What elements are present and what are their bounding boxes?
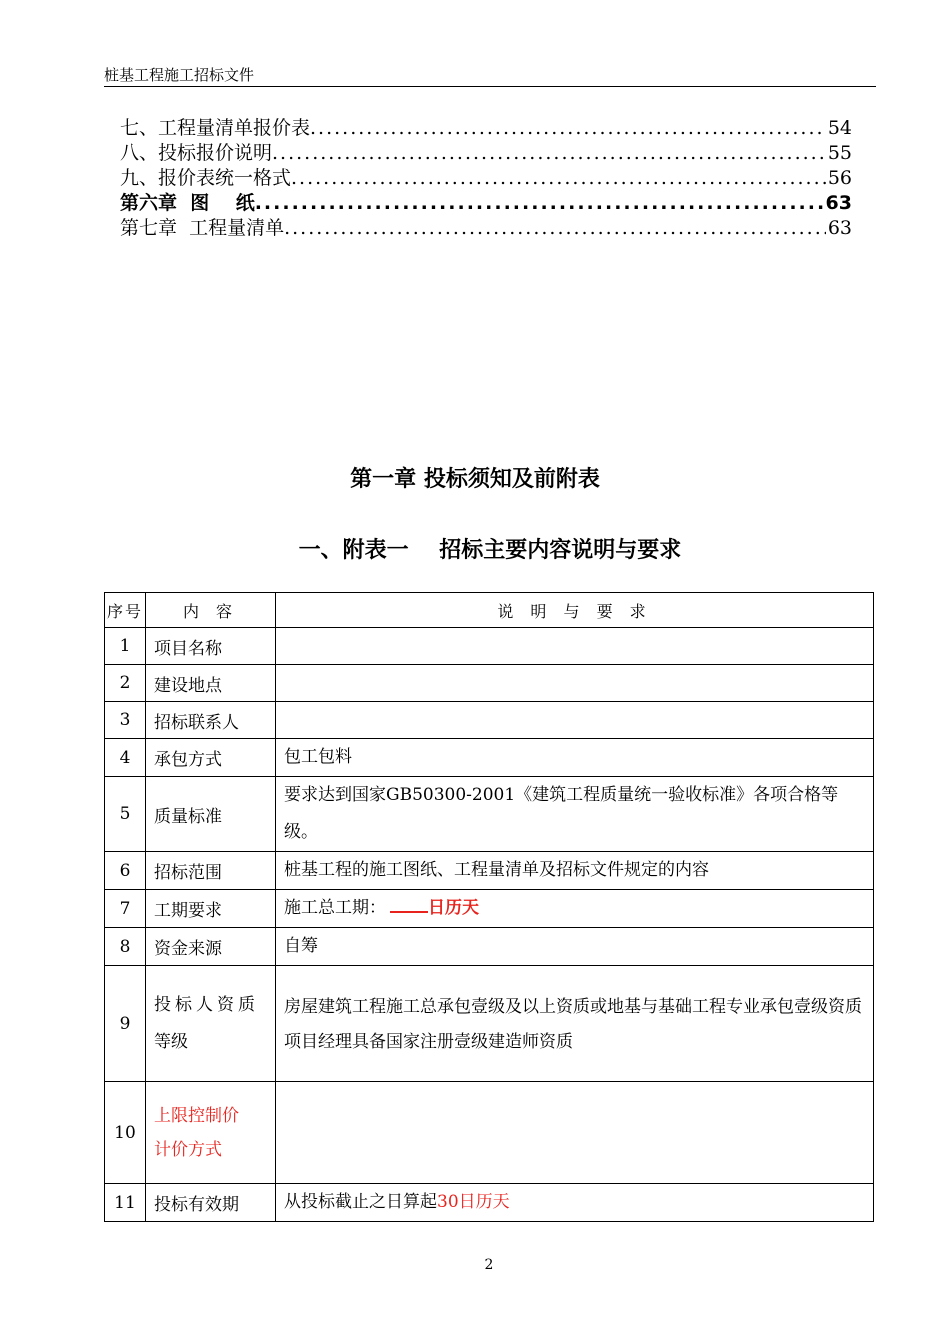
row-number: 6 [105, 852, 146, 890]
row-number: 1 [105, 628, 146, 665]
row-item: 投标有效期 [146, 1184, 276, 1222]
row-description [276, 1184, 874, 1222]
toc-entry[interactable] [120, 191, 852, 216]
row-number: 5 [105, 777, 146, 852]
row-description [276, 966, 874, 1082]
row-description [276, 628, 874, 665]
section-title: 一、附表一 招标主要内容说明与要求 [298, 538, 682, 563]
requirements-table [104, 592, 874, 1222]
table-row [105, 628, 874, 665]
row-item: 承包方式 [146, 739, 276, 777]
table-row [105, 852, 874, 890]
table-row [105, 928, 874, 966]
toc-entry-title: 第七章 工程量清单 [120, 217, 285, 239]
header-cell-number: 序号 [105, 593, 146, 628]
row-item [146, 1082, 276, 1184]
table-row [105, 702, 874, 739]
table-row [105, 1184, 874, 1222]
table-row [105, 890, 874, 928]
table-of-contents [120, 116, 852, 241]
row-description: 要求达到国家GB50300-2001《建筑工程质量统一验收标准》各项合格等级。 [276, 777, 874, 852]
document-header: 桩基工程施工招标文件 [104, 66, 255, 84]
row-number: 9 [105, 966, 146, 1082]
row-description: 桩基工程的施工图纸、工程量清单及招标文件规定的内容 [276, 852, 874, 890]
row-number: 11 [105, 1184, 146, 1222]
table-row [105, 1082, 874, 1184]
toc-entry-title: 八、投标报价说明 [120, 142, 273, 164]
toc-leader-dots [284, 216, 826, 241]
row-description [276, 1082, 874, 1184]
toc-leader-dots [272, 141, 826, 166]
row-description: 包工包料 [276, 739, 874, 777]
row-item-line: 计价方式 [154, 1139, 222, 1160]
row-number: 2 [105, 665, 146, 702]
table-row [105, 966, 874, 1082]
duration-blank [390, 893, 428, 913]
row-item: 质量标准 [146, 777, 276, 852]
toc-entry-title: 九、报价表统一格式 [120, 167, 292, 189]
duration-unit: 日历天 [428, 898, 479, 918]
toc-entry-page: 63 [825, 192, 852, 214]
table-row [105, 665, 874, 702]
row-item-line: 上限控制价 [154, 1105, 239, 1126]
toc-entry[interactable] [120, 166, 852, 191]
row-item-line: 等级 [154, 1031, 188, 1052]
row-number: 4 [105, 739, 146, 777]
toc-entry-page: 56 [827, 167, 852, 189]
toc-entry-title: 第六章 图 纸 [120, 192, 255, 214]
row-item: 项目名称 [146, 628, 276, 665]
toc-entry[interactable] [120, 216, 852, 241]
header-cell-item: 内 容 [146, 593, 276, 628]
header-cell-description: 说 明 与 要 求 [276, 593, 874, 628]
row-description [276, 702, 874, 739]
table-header-row [105, 593, 874, 628]
table-row [105, 739, 874, 777]
validity-label: 从投标截止之日算起 [284, 1192, 437, 1212]
row-item: 建设地点 [146, 665, 276, 702]
header-rule [104, 86, 876, 87]
row-item: 招标范围 [146, 852, 276, 890]
row-item: 招标联系人 [146, 702, 276, 739]
validity-period: 30日历天 [437, 1192, 510, 1212]
duration-label: 施工总工期： [284, 898, 386, 918]
row-description-line: 房屋建筑工程施工总承包壹级及以上资质或地基与基础工程专业承包壹级资质 [284, 997, 862, 1017]
toc-entry-page: 55 [827, 142, 852, 164]
toc-entry-title: 七、工程量清单报价表 [120, 117, 311, 139]
row-number: 7 [105, 890, 146, 928]
chapter-title: 第一章 投标须知及前附表 [350, 467, 600, 492]
toc-leader-dots [310, 116, 826, 141]
row-description-line: 项目经理具备国家注册壹级建造师资质 [284, 1032, 573, 1052]
row-description [276, 665, 874, 702]
row-item: 工期要求 [146, 890, 276, 928]
row-number: 8 [105, 928, 146, 966]
row-item: 资金来源 [146, 928, 276, 966]
toc-leader-dots [255, 191, 824, 216]
toc-entry[interactable] [120, 116, 852, 141]
row-number: 3 [105, 702, 146, 739]
table-row [105, 777, 874, 852]
row-number: 10 [105, 1082, 146, 1184]
toc-leader-dots [291, 166, 826, 191]
toc-entry-page: 63 [827, 217, 852, 239]
row-description: 自筹 [276, 928, 874, 966]
toc-entry-page: 54 [827, 117, 852, 139]
row-item-line: 投标人资质 [154, 994, 259, 1015]
page-number: 2 [484, 1257, 494, 1273]
row-description [276, 890, 874, 928]
toc-entry[interactable] [120, 141, 852, 166]
row-item [146, 966, 276, 1082]
